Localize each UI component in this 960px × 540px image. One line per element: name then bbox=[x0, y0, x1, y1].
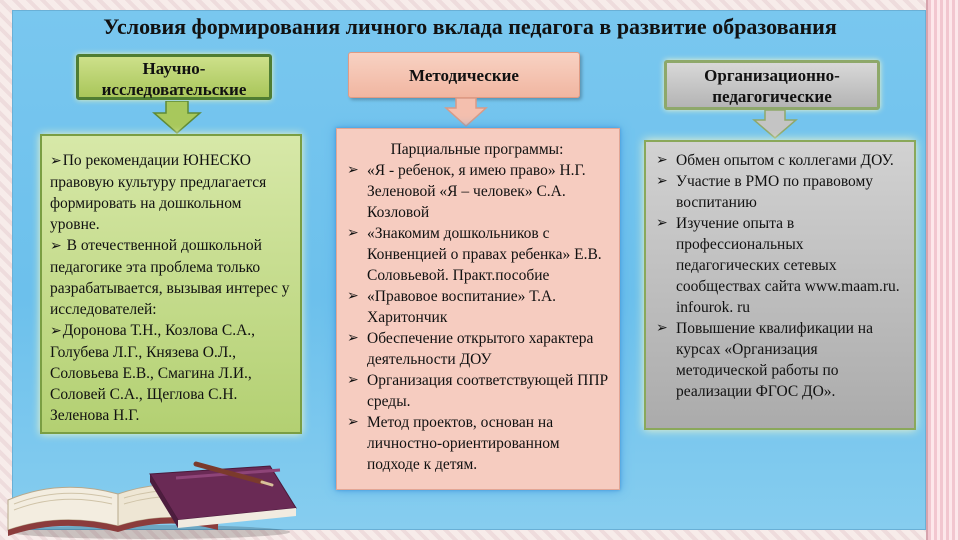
research-content-box bbox=[40, 134, 302, 434]
bullet-arrow-icon: ➢ bbox=[656, 216, 668, 231]
bullet-arrow-icon: ➢ bbox=[347, 163, 359, 178]
research-paragraph: ➢ В отечественной дошкольной педагогике эта проблема только разрабатывается, вызывая интерес у исследователей: bbox=[50, 237, 290, 318]
research-paragraph: ➢Доронова Т.Н., Козлова С.А., Голубева Л.Г., Князева О.Л., Соловьева Е.В., Смагина Л.И., Соловей С.А., Щеглова С.Н. Зеленова Н.Г. bbox=[50, 322, 256, 424]
organizational-content-box bbox=[644, 140, 916, 430]
methodical-content-box bbox=[336, 128, 620, 490]
header-organizational-line1: Организационно- bbox=[704, 66, 840, 85]
list-item: ➢ «Я - ребенок, я имею право» Н.Г. Зеленовой «Я – человек» С.А. Козловой bbox=[347, 162, 586, 221]
header-research-line1: Научно- bbox=[142, 59, 206, 78]
decorative-side-strip bbox=[926, 0, 960, 540]
list-item: ➢ Организация соответствующей ППР среды. bbox=[347, 372, 609, 410]
list-item: ➢ «Правовое воспитание» Т.А. Харитончик bbox=[347, 288, 557, 326]
bullet-arrow-icon: ➢ bbox=[656, 153, 668, 168]
bullet-arrow-icon: ➢ bbox=[656, 174, 668, 189]
header-research bbox=[76, 54, 272, 100]
list-item: ➢ Обмен опытом с коллегами ДОУ. bbox=[656, 152, 894, 169]
methodical-intro: Парциальные программы: bbox=[390, 141, 564, 158]
list-item: ➢ Изучение опыта в профессиональных педагогических сетевых сообществах сайта www.maam.ru. infourok. ru bbox=[656, 215, 900, 316]
bullet-arrow-icon: ➢ bbox=[347, 331, 359, 346]
list-item: ➢ Метод проектов, основан на личностно-ориентированном подходе к детям. bbox=[347, 414, 560, 473]
down-arrow-icon bbox=[752, 110, 798, 140]
book-illustration-icon bbox=[0, 438, 300, 540]
header-research-line2: исследовательские bbox=[101, 80, 247, 99]
bullet-arrow-icon: ➢ bbox=[347, 289, 359, 304]
bullet-arrow-icon: ➢ bbox=[50, 324, 62, 339]
down-arrow-icon bbox=[444, 98, 488, 128]
header-methodical: Методические bbox=[348, 52, 580, 98]
list-item: ➢ Обеспечение открытого характера деятельности ДОУ bbox=[347, 330, 594, 368]
down-arrow-icon bbox=[152, 101, 202, 135]
organizational-list bbox=[654, 150, 908, 402]
list-item: ➢ «Знакомим дошкольников с Конвенцией о правах ребенка» Е.В. Соловьевой. Практ.пособие bbox=[347, 225, 602, 284]
bullet-arrow-icon: ➢ bbox=[50, 154, 62, 169]
bullet-arrow-icon: ➢ bbox=[656, 321, 668, 336]
list-item: ➢ Повышение квалификации на курсах «Организация методической работы по реализации ФГОС ДО». bbox=[656, 320, 873, 400]
bullet-arrow-icon: ➢ bbox=[347, 373, 359, 388]
methodical-list bbox=[345, 160, 609, 475]
research-paragraph: ➢По рекомендации ЮНЕСКО правовую культуру предлагается формировать на дошкольном уровне. bbox=[50, 152, 267, 233]
header-organizational bbox=[664, 60, 880, 110]
header-organizational-line2: педагогические bbox=[712, 87, 832, 106]
list-item: ➢ Участие в РМО по правовому воспитанию bbox=[656, 173, 874, 211]
bullet-arrow-icon: ➢ bbox=[347, 226, 359, 241]
bullet-arrow-icon: ➢ bbox=[347, 415, 359, 430]
bullet-arrow-icon: ➢ bbox=[50, 239, 62, 254]
slide-title: Условия формирования личного вклада педагога в развитие образования bbox=[103, 14, 837, 39]
